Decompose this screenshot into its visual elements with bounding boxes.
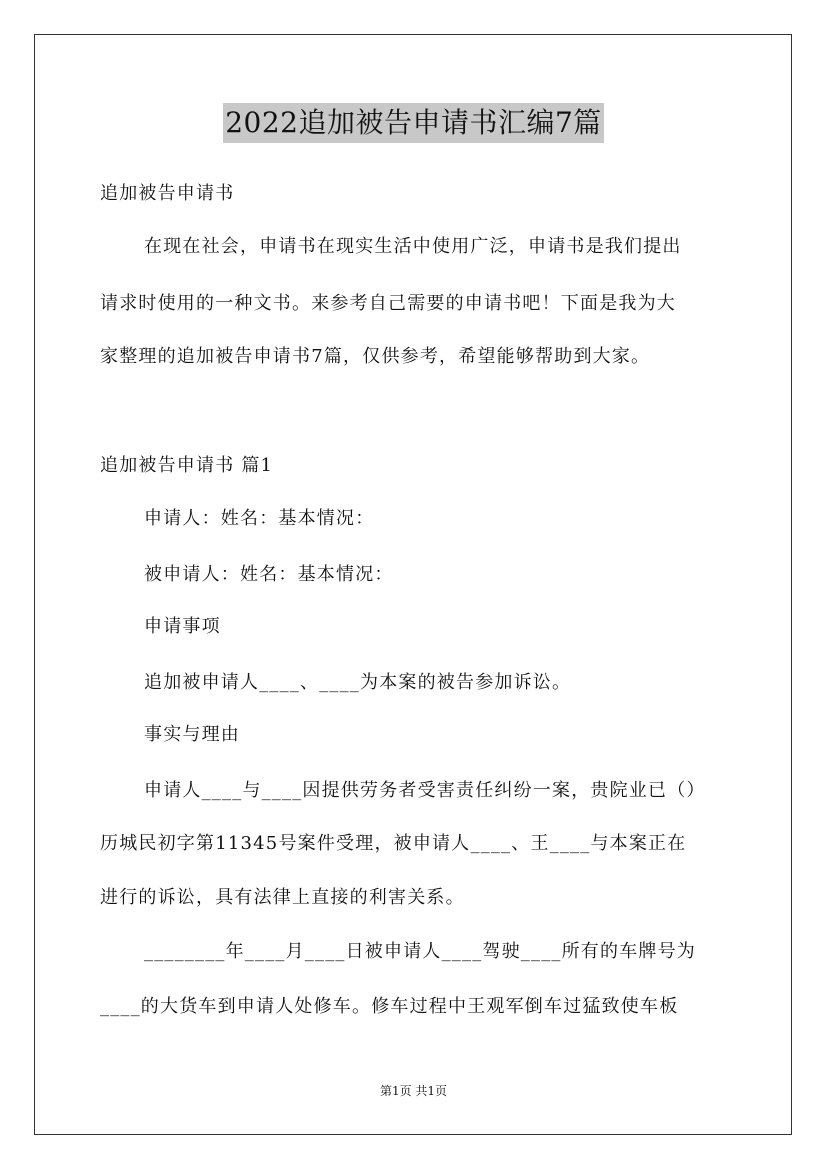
page-footer: 第1页 共1页 bbox=[379, 1084, 448, 1098]
facts-heading: 事实与理由 bbox=[144, 724, 240, 745]
facts-line-1: 申请人____与____因提供劳务者受害责任纠纷一案，贵院业已（） bbox=[144, 780, 706, 801]
applicant-line: 申请人：姓名：基本情况： bbox=[144, 508, 375, 529]
matters-heading: 申请事项 bbox=[144, 616, 221, 637]
facts-line-2: 历城民初字第11345号案件受理，被申请人____、王____与本案正在 bbox=[100, 833, 687, 854]
intro-line-2: 请求时使用的一种文书。来参考自己需要的申请书吧！下面是我为大 bbox=[100, 293, 676, 314]
title-container bbox=[0, 103, 827, 143]
facts-line-5: ____的大货车到申请人处修车。修车过程中王观军倒车过猛致使车板 bbox=[100, 996, 679, 1017]
respondent-line: 被申请人：姓名：基本情况： bbox=[144, 564, 394, 585]
heading-apply: 追加被告申请书 bbox=[100, 183, 235, 204]
matters-text: 追加被申请人____、____为本案的被告参加诉讼。 bbox=[144, 672, 572, 693]
intro-line-3: 家整理的追加被告申请书7篇，仅供参考，希望能够帮助到大家。 bbox=[100, 346, 651, 367]
section1-heading: 追加被告申请书 篇1 bbox=[100, 455, 274, 476]
document-title: 2022追加被告申请书汇编7篇 bbox=[223, 103, 604, 143]
intro-line-1: 在现在社会，申请书在现实生活中使用广泛，申请书是我们提出 bbox=[144, 236, 682, 257]
facts-line-4: ________年____月____日被申请人____驾驶____所有的车牌号为 bbox=[144, 941, 696, 962]
facts-line-3: 进行的诉讼，具有法律上直接的利害关系。 bbox=[100, 887, 465, 908]
